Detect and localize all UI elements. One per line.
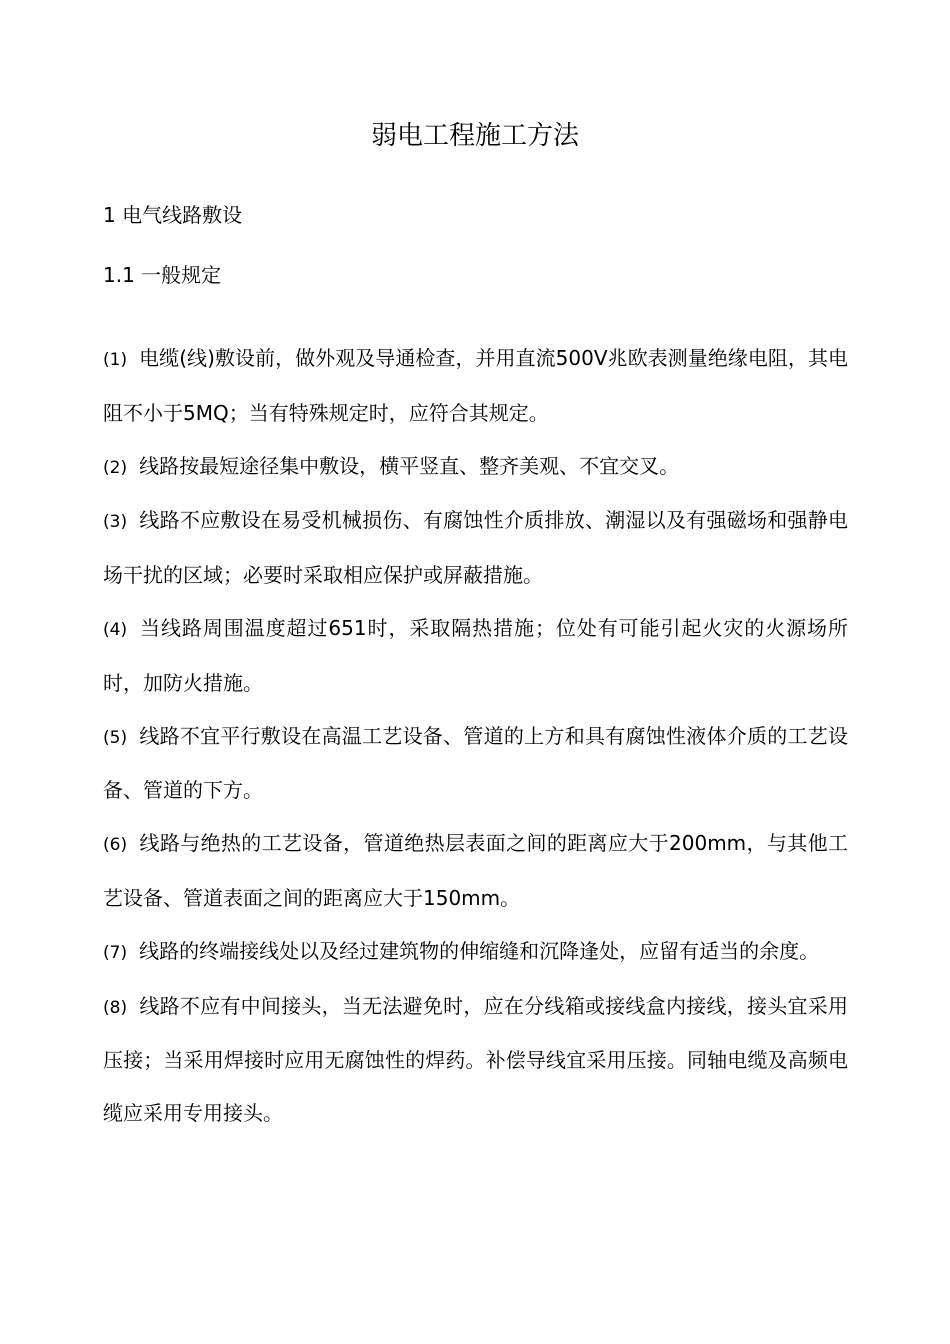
item-number: (1) <box>103 350 128 370</box>
item-text: 线路不应敷设在易受机械损伤、有腐蚀性介质排放、潮湿以及有强磁场和强静电场干扰的区域；必要时采取相应保护或屏蔽措施。 <box>103 508 848 588</box>
item-number: (6) <box>103 835 128 856</box>
list-item <box>103 602 848 710</box>
item-number: (3) <box>103 512 128 533</box>
document-title: 弱电工程施工方法 <box>370 121 579 151</box>
item-number: (5) <box>103 727 128 748</box>
item-text: 线路不应有中间接头，当无法避免时，应在分线箱或接线盒内接线，接头宜采用压接；当采用焊接时应用无腐蚀性的焊药。补偿导线宜采用压接。同轴电缆及高频电缆应采用专用接头。 <box>103 993 848 1126</box>
item-text: 线路按最短途径集中敷设，横平竖直、整齐美观、不宜交叉。 <box>139 453 680 478</box>
item-text: 线路与绝热的工艺设备，管道绝热层表面之间的距离应大于200mm，与其他工艺设备、管道表面之间的距离应大于150mm。 <box>103 831 848 910</box>
list-item <box>103 817 848 925</box>
section-heading: 1 电气线路敷设 <box>103 203 243 227</box>
item-number: (7) <box>103 942 128 963</box>
list-item <box>103 494 848 602</box>
list-item <box>103 332 848 440</box>
item-text: 当线路周围温度超过651时，采取隔热措施；位处有可能引起火灾的火源场所时，加防火措施。 <box>103 615 848 695</box>
regulation-list <box>103 332 848 1140</box>
list-item <box>103 710 848 818</box>
list-item <box>103 980 848 1140</box>
list-item <box>103 925 848 980</box>
item-text: 线路不宜平行敷设在高温工艺设备、管道的上方和具有腐蚀性液体介质的工艺设备、管道的下方。 <box>103 723 848 803</box>
subsection-heading: 1.1 一般规定 <box>103 263 222 287</box>
item-text: 电缆(线)敷设前，做外观及导通检查，并用直流500V兆欧表测量绝缘电阻，其电阻不小于5MQ；当有特殊规定时，应符合其规定。 <box>103 346 848 425</box>
list-item <box>103 440 848 495</box>
item-number: (8) <box>103 997 128 1018</box>
item-number: (4) <box>103 619 128 640</box>
item-text: 线路的终端接线处以及经过建筑物的伸缩缝和沉降逢处，应留有适当的余度。 <box>139 938 820 963</box>
item-number: (2) <box>103 457 128 478</box>
